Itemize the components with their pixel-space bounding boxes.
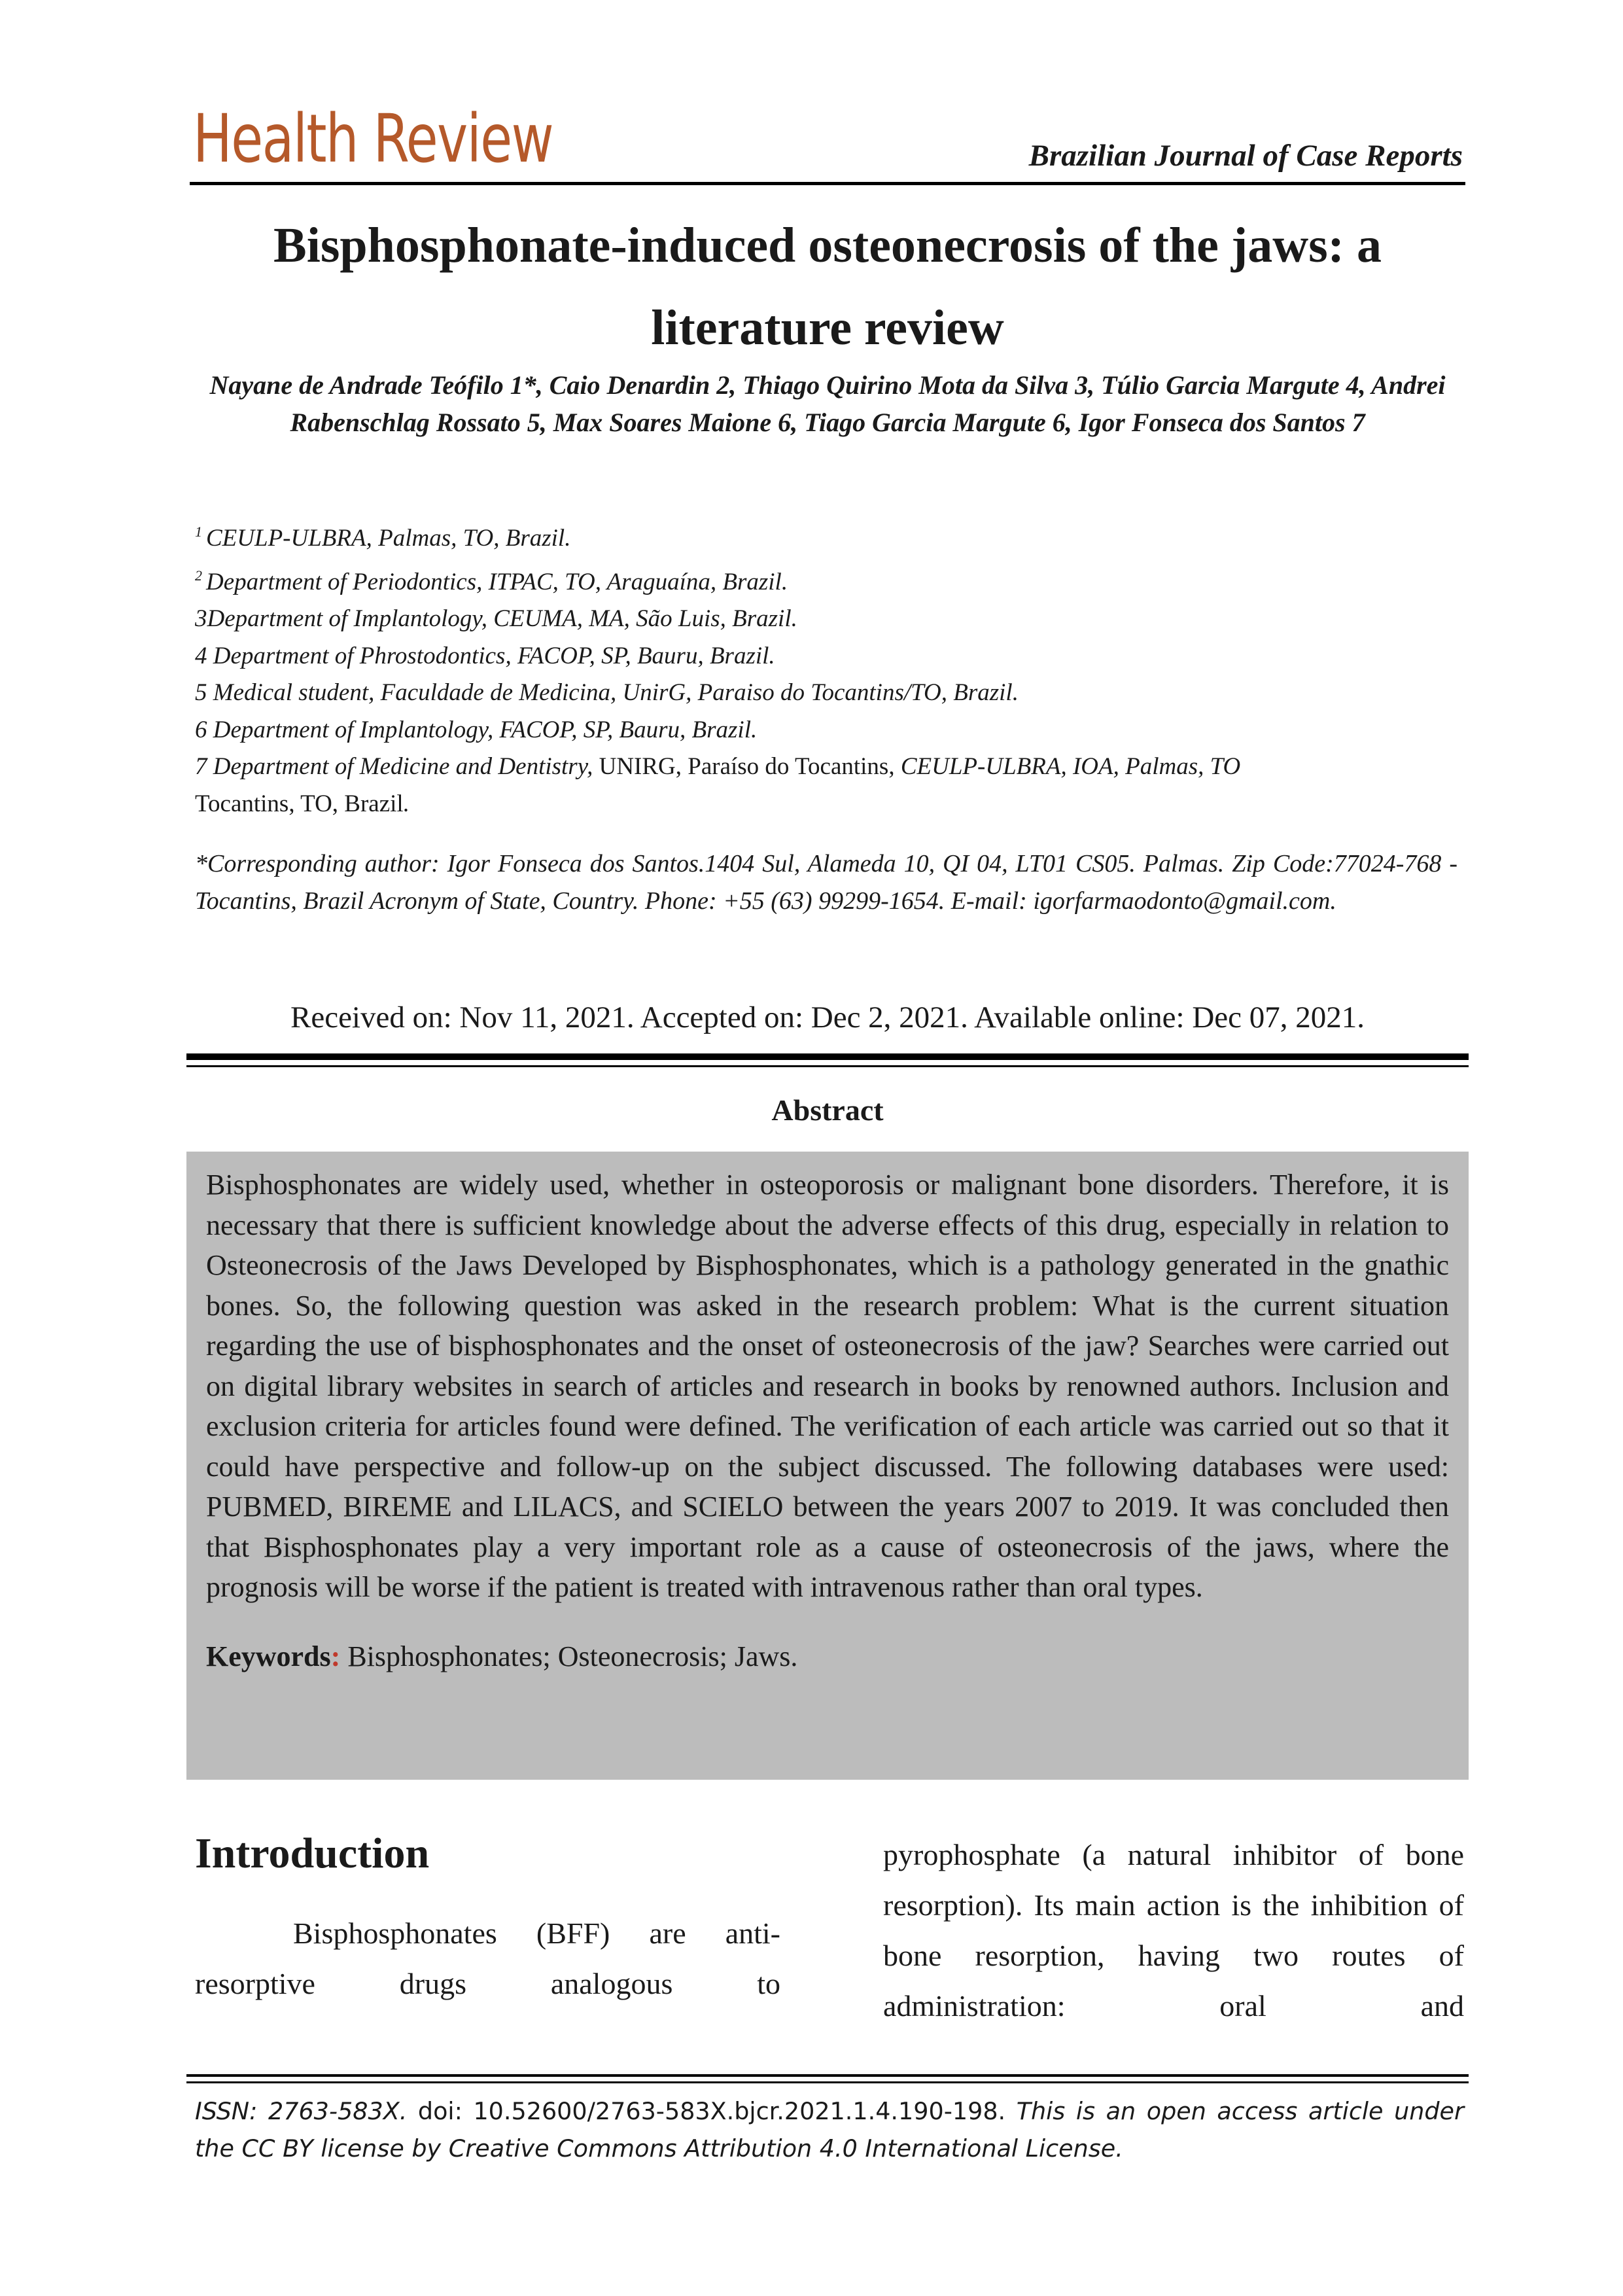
keywords	[206, 1636, 1449, 1676]
affiliations	[195, 514, 1457, 822]
affiliation-text: CEULP-ULBRA, Palmas, TO, Brazil.	[206, 525, 571, 552]
abstract-text: Bisphosphonates are widely used, whether in osteoporosis or malignant bone disorders. Therefore, it is necessary that there is sufficient knowledge about the adverse effects of this drug, especially in relation to Osteonecrosis of the Jaws Developed by Bisphosphonates, which is a pathology generated in the gnathic bones. So, the following question was asked in the research problem: What is the current situation regarding the use of bisphosphonates and the onset of osteonecrosis of the jaw? Searches were carried out on digital library websites in search of articles and research in books by renowned authors. Inclusion and exclusion criteria for articles found were defined. The verification of each article was carried out so that it could have perspective and follow-up on the subject discussed. The following databases were used: PUBMED, BIREME and LILACS, and SCIELO between the years 2007 to 2019. It was concluded then that Bisphosphonates play a very important role as a cause of osteonecrosis of the jaws, where the prognosis will be worse if the patient is treated with intravenous rather than oral types.	[206, 1169, 1449, 1603]
affiliation-1	[195, 514, 1457, 557]
footer-license	[195, 2093, 1464, 2167]
footer-license-text: This is an open access article under the CC BY license by Creative Commons Attribution 4.0 International License.	[195, 2097, 1464, 2163]
affiliation-4: 4 Department of Phrostodontics, FACOP, SP, Bauru, Brazil.	[195, 642, 775, 669]
section-rule-thin	[186, 1065, 1469, 1067]
keywords-label: Keywords	[206, 1640, 331, 1672]
publication-dates: Received on: Nov 11, 2021. Accepted on: Dec 2, 2021. Available online: Dec 07, 2021.	[290, 1000, 1365, 1034]
introduction-right-column: pyrophosphate (a natural inhibitor of bone resorption). Its main action is the inhibition of bone resorption, having two routes of administration: oral and	[883, 1838, 1464, 2022]
keywords-colon: :	[330, 1640, 341, 1672]
affiliation-7-continued	[195, 786, 1457, 823]
affiliation-text: CEULP-ULBRA, IOA, Palmas, TO	[894, 753, 1241, 780]
affiliation-3: 3Department of Implantology, CEUMA, MA, São Luis, Brazil.	[195, 605, 797, 632]
footer-rule	[186, 2081, 1469, 2083]
footer-doi: doi: 10.52600/2763-583X.bjcr.2021.1.4.190-198.	[407, 2097, 1006, 2125]
section-rule-thick	[186, 1053, 1469, 1060]
affiliation-text: .	[403, 790, 410, 817]
introduction-left-column: Bisphosphonates (BFF) are anti-resorptive drugs analogous to	[195, 1916, 780, 2000]
affiliation-text: Tocantins, TO, Brazil	[195, 790, 404, 817]
footer-rule	[186, 2074, 1469, 2077]
affiliation-7	[195, 749, 1457, 786]
affiliation-5: 5 Medical student, Faculdade de Medicina, UnirG, Paraiso do Tocantins/TO, Brazil.	[195, 679, 1019, 706]
affiliation-marker: 2	[195, 567, 202, 584]
affiliation-text: UNIRG, Paraíso do Tocantins,	[593, 753, 895, 780]
author-list: Nayane de Andrade Teófilo 1*, Caio Denardin 2, Thiago Quirino Mota da Silva 3, Túlio Garcia Margute 4, Andrei Rabenschlag Rossato 5, Max Soares Maione 6, Tiago Garcia Margute 6, Igor Fonseca dos Santos 7	[209, 370, 1446, 437]
article-title: Bisphosphonate-induced osteonecrosis of the jaws: a literature review	[273, 218, 1382, 355]
journal-name: Brazilian Journal of Case Reports	[1028, 139, 1463, 173]
affiliation-text: Department of Periodontics, ITPAC, TO, Araguaína, Brazil.	[206, 568, 788, 595]
keywords-list: Bisphosphonates; Osteonecrosis; Jaws.	[340, 1640, 798, 1672]
affiliation-marker: 1	[195, 523, 202, 540]
corresponding-author: *Corresponding author: Igor Fonseca dos Santos.1404 Sul, Alameda 10, QI 04, LT01 CS05. Palmas. Zip Code:77024-768 - Tocantins, Brazil Acronym of State, Country. Phone: +55 (63) 99299-1654. E-mail: igorfarmaodonto@gmail.com.	[195, 850, 1457, 915]
journal-logo: Health Review	[193, 100, 553, 178]
affiliation-2	[195, 557, 1457, 601]
affiliation-text: 7 Department of Medicine and Dentistry,	[195, 753, 593, 780]
affiliation-6: 6 Department of Implantology, FACOP, SP, Bauru, Brazil.	[195, 716, 758, 743]
footer-issn: ISSN: 2763-583X.	[195, 2097, 408, 2125]
abstract-box	[186, 1152, 1469, 1780]
abstract-heading: Abstract	[771, 1093, 884, 1127]
header-rule	[190, 182, 1465, 185]
introduction-heading: Introduction	[195, 1829, 430, 1877]
